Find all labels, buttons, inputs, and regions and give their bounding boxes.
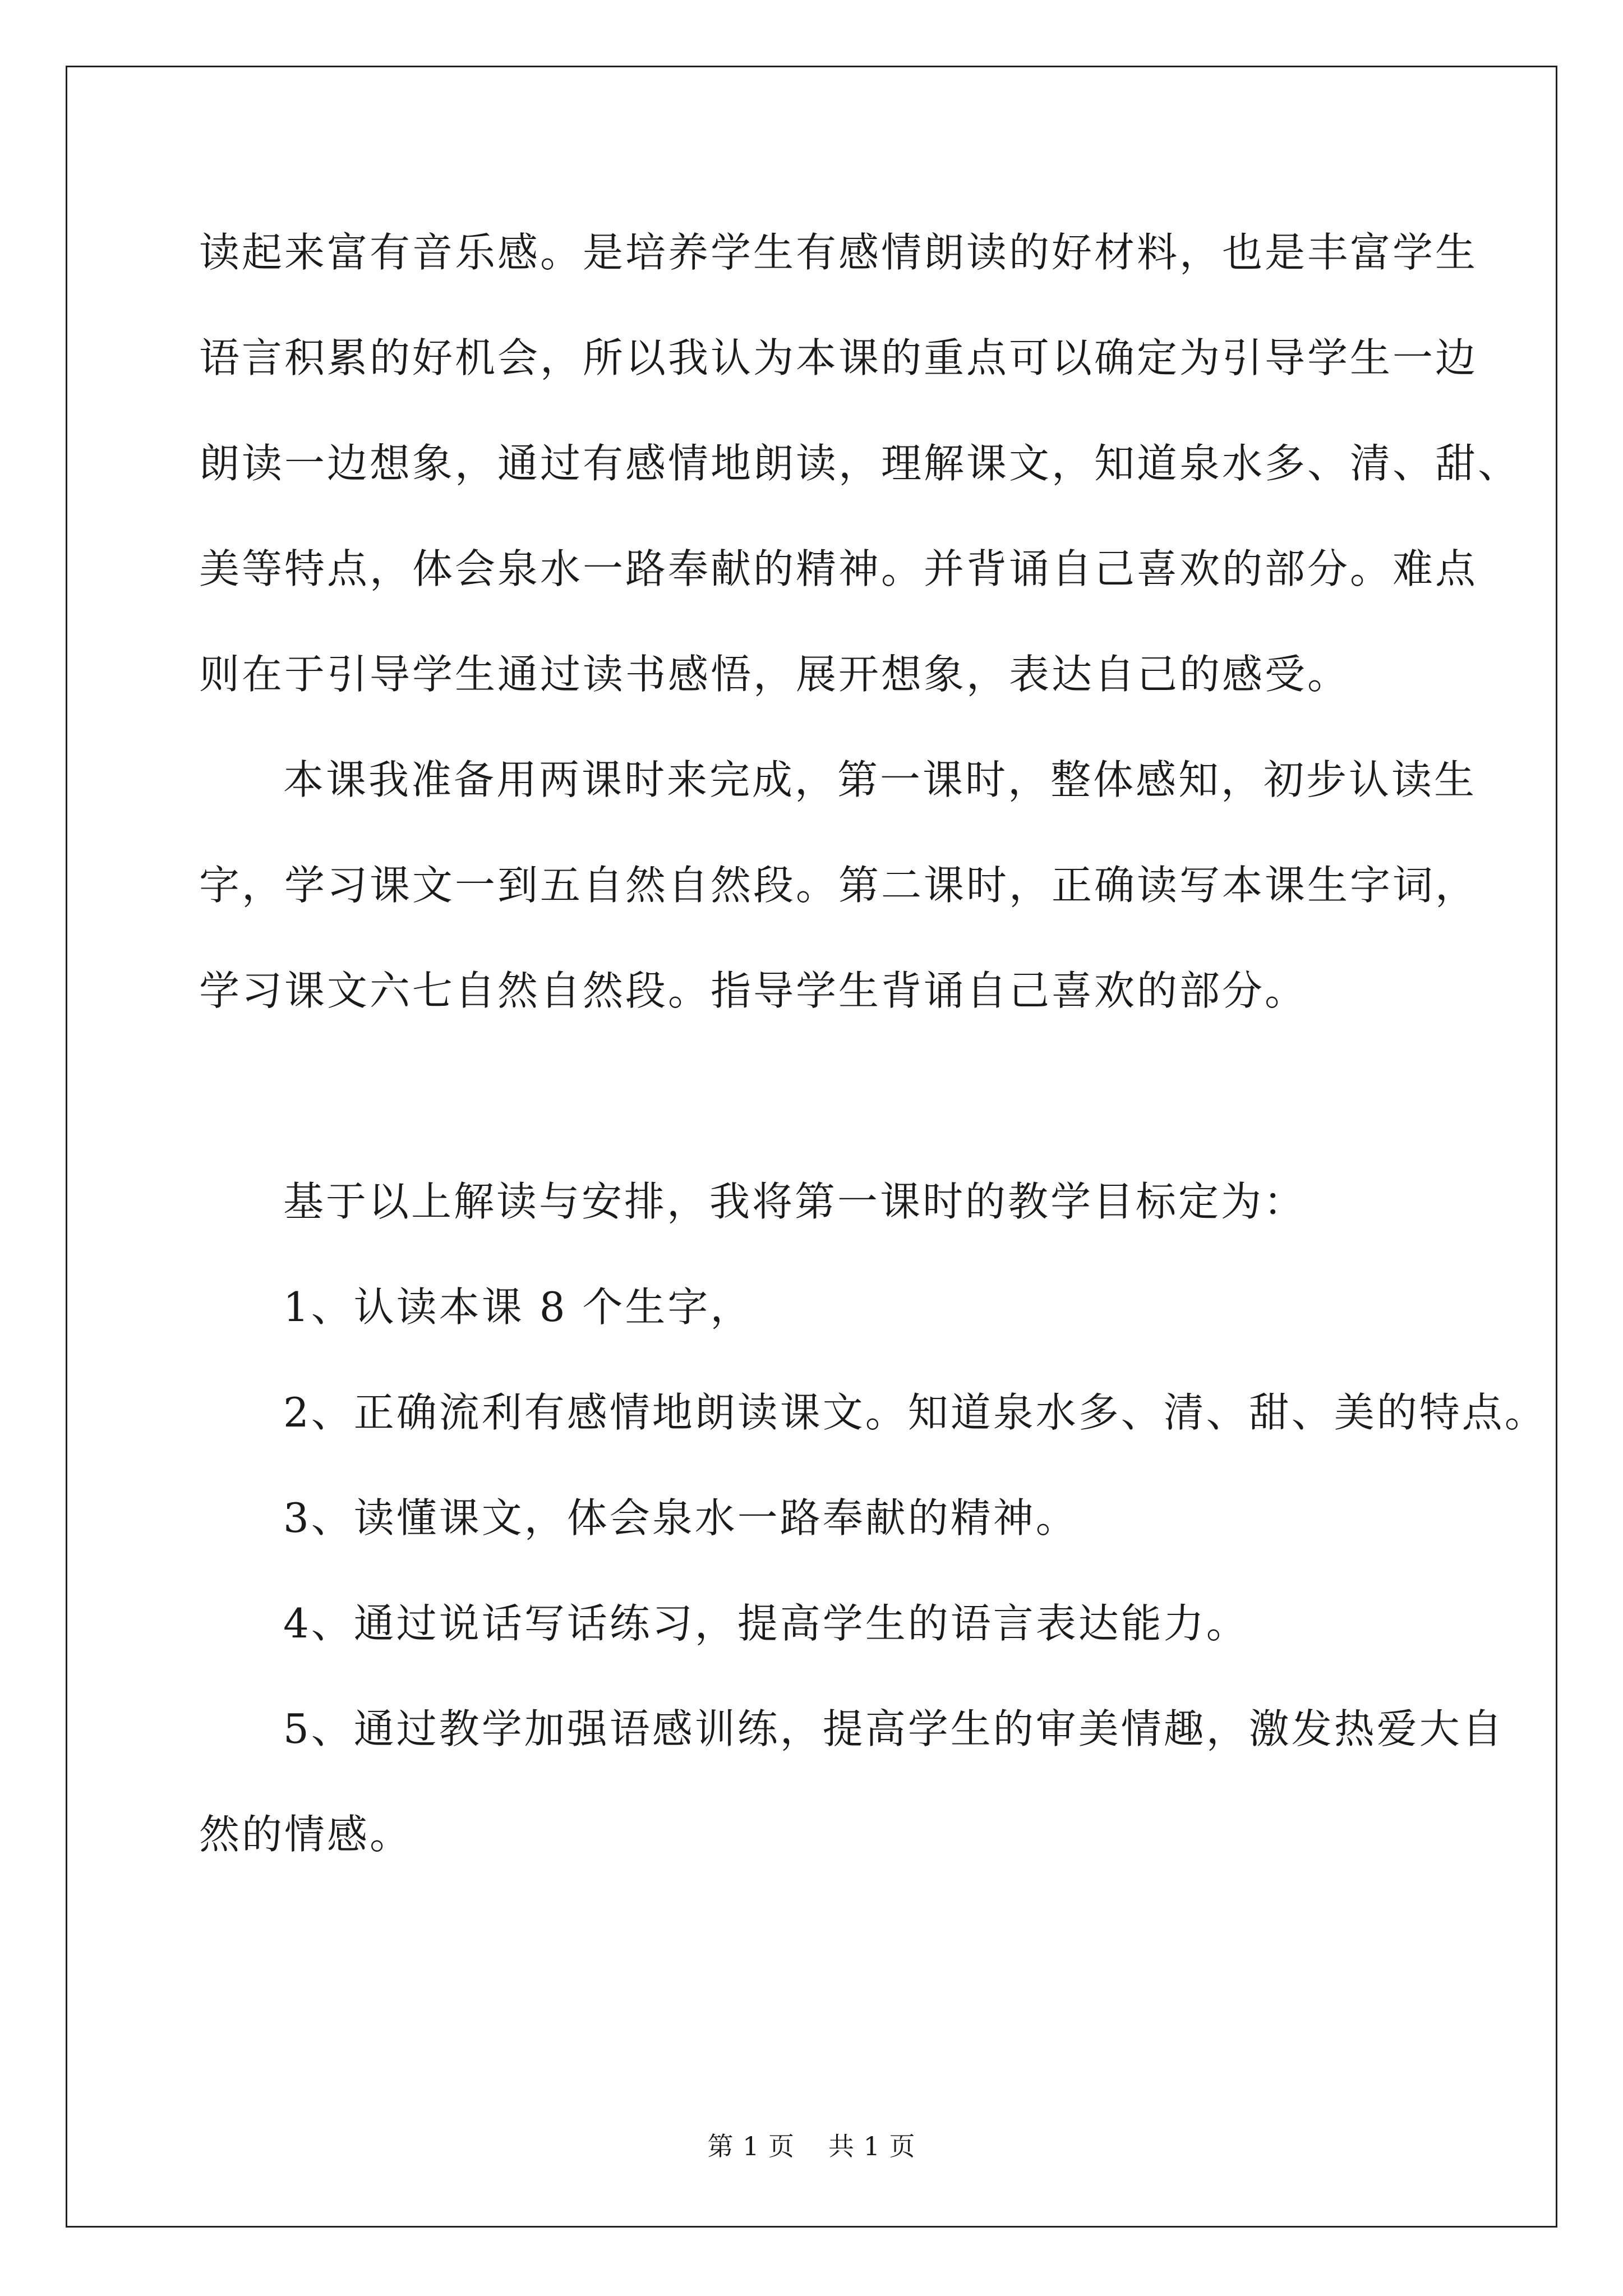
text-line: 本课我准备用两课时来完成，第一课时，整体感知，初步认读生: [283, 756, 1477, 803]
page-number: 第 1 页: [707, 2131, 795, 2161]
paragraph-2: [199, 749, 1478, 1065]
objective-item-continuation: 然的情感。: [199, 1811, 413, 1858]
objective-item: 1、认读本课 8 个生字，: [283, 1283, 753, 1331]
objectives-intro: 基于以上解读与安排，我将第一课时的教学目标定为：: [283, 1178, 1307, 1225]
paragraph-spacer: [199, 1065, 1433, 1171]
page-total: 共 1 页: [828, 2131, 916, 2161]
paragraph-1: [199, 222, 1521, 749]
text-line: 则在于引导学生通过读书感悟，展开想象，表达自己的感受。: [199, 651, 1350, 698]
objective-item: 3、读懂课文，体会泉水一路奉献的精神。: [283, 1494, 1078, 1542]
objective-item: 5、通过教学加强语感训练，提高学生的审美情趣，激发热爱大自: [283, 1705, 1505, 1752]
text-line: 字，学习课文一到五自然自然段。第二课时，正确读写本课生字词，: [199, 862, 1478, 909]
objective-item: 2、正确流利有感情地朗读课文。知道泉水多、清、甜、美的特点。: [283, 1389, 1547, 1436]
text-line: 美等特点，体会泉水一路奉献的精神。并背诵自己喜欢的部分。难点: [199, 545, 1478, 592]
text-line: 读起来富有音乐感。是培养学生有感情朗读的好材料，也是丰富学生: [199, 229, 1478, 276]
text-line: 朗读一边想象，通过有感情地朗读，理解课文，知道泉水多、清、甜、: [199, 440, 1521, 487]
text-line: 语言积累的好机会，所以我认为本课的重点可以确定为引导学生一边: [199, 334, 1478, 381]
page-footer: [0, 2126, 1623, 2163]
document-body: [199, 222, 1547, 1909]
text-line: 学习课文六七自然自然段。指导学生背诵自己喜欢的部分。: [199, 967, 1308, 1014]
objective-item: 4、通过说话写话练习，提高学生的语言表达能力。: [283, 1600, 1249, 1647]
objectives-section: [199, 1171, 1547, 1909]
